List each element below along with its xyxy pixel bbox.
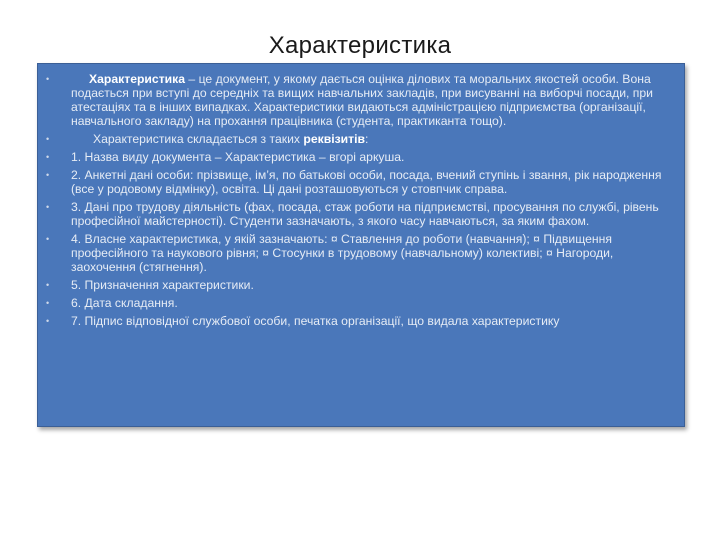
bullet-dot-icon: • <box>46 316 50 326</box>
bullet-dot-icon: • <box>46 134 50 144</box>
bullet-dot-icon: • <box>46 298 50 308</box>
bullet-text: 3. Дані про трудову діяльність (фах, посада, стаж роботи на підприємстві, просування по службі, рівень професійної майстерності). Студенти зазначають, з якого часу навчаються, за яким фахом. <box>71 200 659 228</box>
bullet-item-7 <box>38 314 676 328</box>
bullet-item-requisites <box>38 132 676 146</box>
bullet-text: 5. Призначення характеристики. <box>71 278 254 292</box>
bullet-text: 2. Анкетні дані особи: прізвище, ім’я, по батькові особи, посада, вчений ступінь і звання, рік народження (все у родовому відмінку), освіта. Ці дані розташовуються у стовпчик справа. <box>71 168 662 196</box>
bullet-dot-icon: • <box>46 152 50 162</box>
bullet-item-6 <box>38 296 676 310</box>
bullet-item-5 <box>38 278 676 292</box>
bullet-item-2 <box>38 168 676 196</box>
definition-lead: Характеристика <box>89 72 186 86</box>
slide-title: Характеристика <box>268 32 452 59</box>
bullet-text: 6. Дата складання. <box>71 296 178 310</box>
bullet-item-1 <box>38 150 676 164</box>
bullet-item-definition <box>38 72 676 128</box>
bullet-dot-icon: • <box>46 202 50 212</box>
bullet-dot-icon: • <box>46 280 50 290</box>
requisites-post: : <box>365 132 369 146</box>
requisites-bold: реквізитів <box>303 132 365 146</box>
bullet-text: 1. Назва виду документа – Характеристика – вгорі аркуша. <box>71 150 405 164</box>
bullet-dot-icon: • <box>46 74 50 84</box>
bullet-text: 4. Власне характеристика, у якій зазначають: ¤ Ставлення до роботи (навчання); ¤ Підвищення професійного та наукового рівня; ¤ Стосунки в трудовому (навчальному) колективі; ¤ Нагороди, заохочення (стягнення). <box>71 232 614 274</box>
bullet-item-4 <box>38 232 676 274</box>
content-box <box>37 63 685 427</box>
definition-text: – це документ, у якому дається оцінка ділових та моральних якостей особи. Вона подається при вступі до середніх та вищих навчальних закладів, при висуванні на виборчі посади, при атестаціях та в інших випадках. Характеристики видаються адміністрацією підприємства (організації, навчального закладу) на прохання працівника (студента, практиканта тощо). <box>71 72 653 128</box>
bullet-list <box>38 64 684 328</box>
bullet-dot-icon: • <box>46 170 50 180</box>
bullet-dot-icon: • <box>46 234 50 244</box>
bullet-text: 7. Підпис відповідної службової особи, печатка організації, що видала характеристику <box>71 314 560 328</box>
bullet-item-3 <box>38 200 676 228</box>
requisites-pre: Характеристика складається з таких <box>93 132 304 146</box>
